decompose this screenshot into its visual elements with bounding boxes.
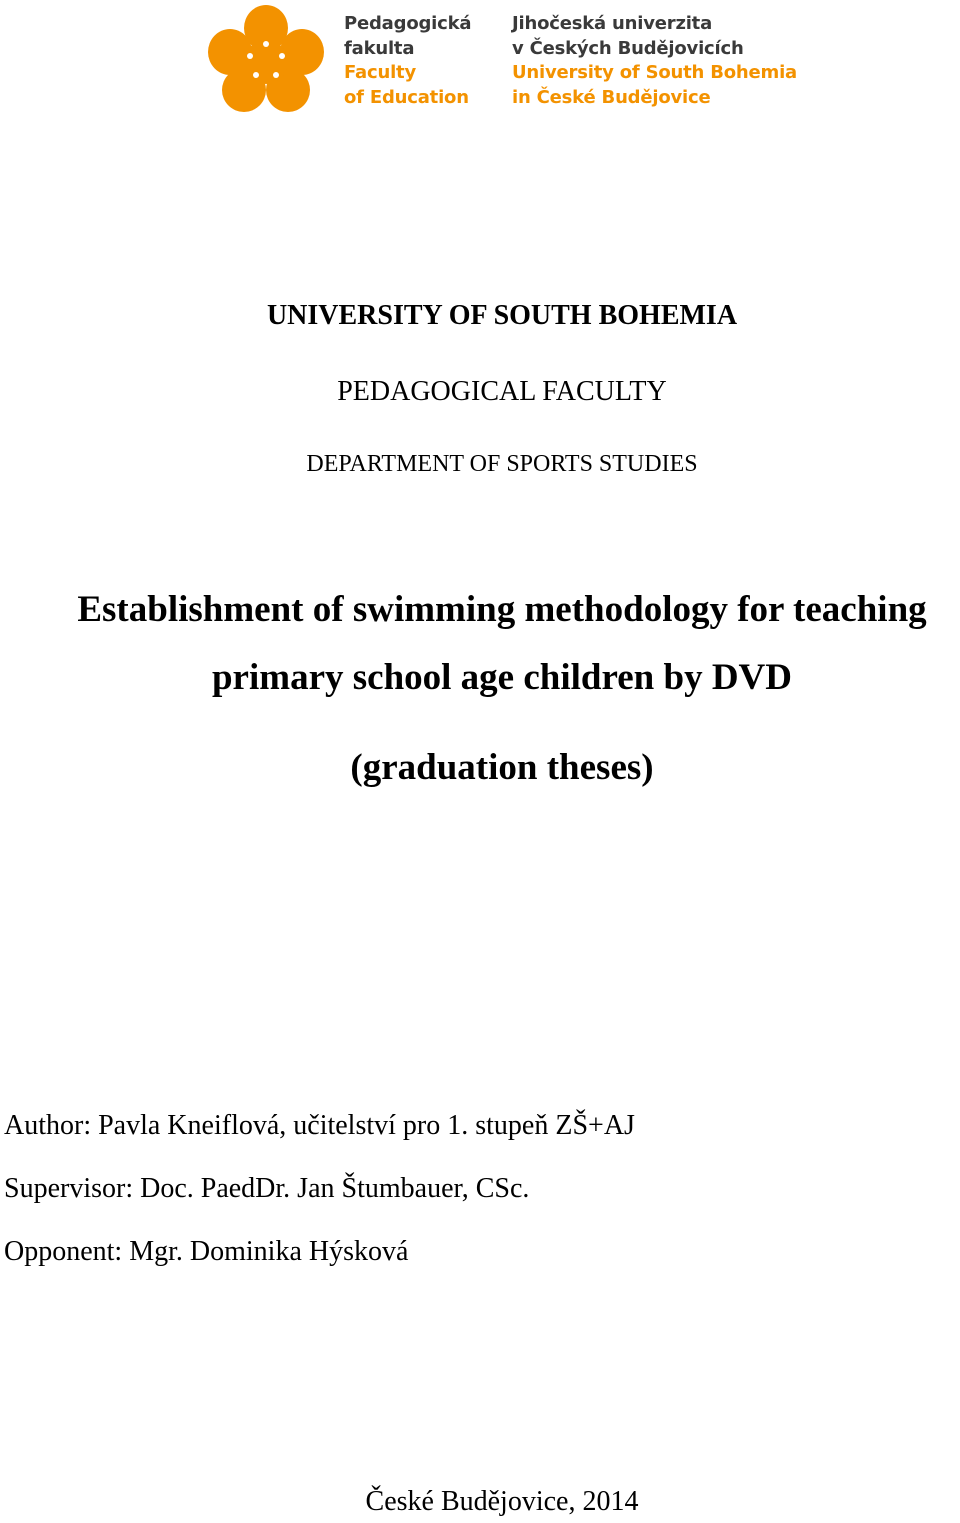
logo-text-line: v Českých Budějovicích [512, 37, 744, 59]
logo-text-line: of Education [344, 86, 469, 108]
university-name: UNIVERSITY OF SOUTH BOHEMIA [266, 300, 738, 331]
logo-text-line: Jihočeská univerzita [512, 13, 713, 34]
faculty-name: PEDAGOGICAL FACULTY [337, 376, 667, 407]
logo-text-line: in České Budějovice [512, 86, 711, 108]
university-logo-text [512, 12, 797, 110]
logo-text-line: University of South Bohemia [512, 62, 797, 83]
university-logo [208, 4, 808, 112]
thesis-type: (graduation theses) [350, 747, 654, 788]
supervisor-line: Supervisor: Doc. PaedDr. Jan Štumbauer, CSc. [4, 1173, 530, 1204]
author-line: Author: Pavla Kneiflová, učitelství pro 1. stupeň ZŠ+AJ [4, 1110, 635, 1141]
place-and-year: České Budějovice, 2014 [365, 1486, 639, 1517]
flower-logo-icon [208, 4, 324, 112]
faculty-logo-text [344, 12, 471, 110]
opponent-line: Opponent: Mgr. Dominika Hýsková [4, 1236, 409, 1267]
logo-text-line: Pedagogická [344, 13, 472, 34]
thesis-title-line-2: primary school age children by DVD [211, 657, 792, 698]
department-name: DEPARTMENT OF SPORTS STUDIES [306, 451, 698, 477]
thesis-title-line-1: Establishment of swimming methodology for teaching [77, 589, 927, 630]
logo-text-line: fakulta [344, 37, 415, 59]
logo-text-line: Faculty [344, 62, 416, 83]
